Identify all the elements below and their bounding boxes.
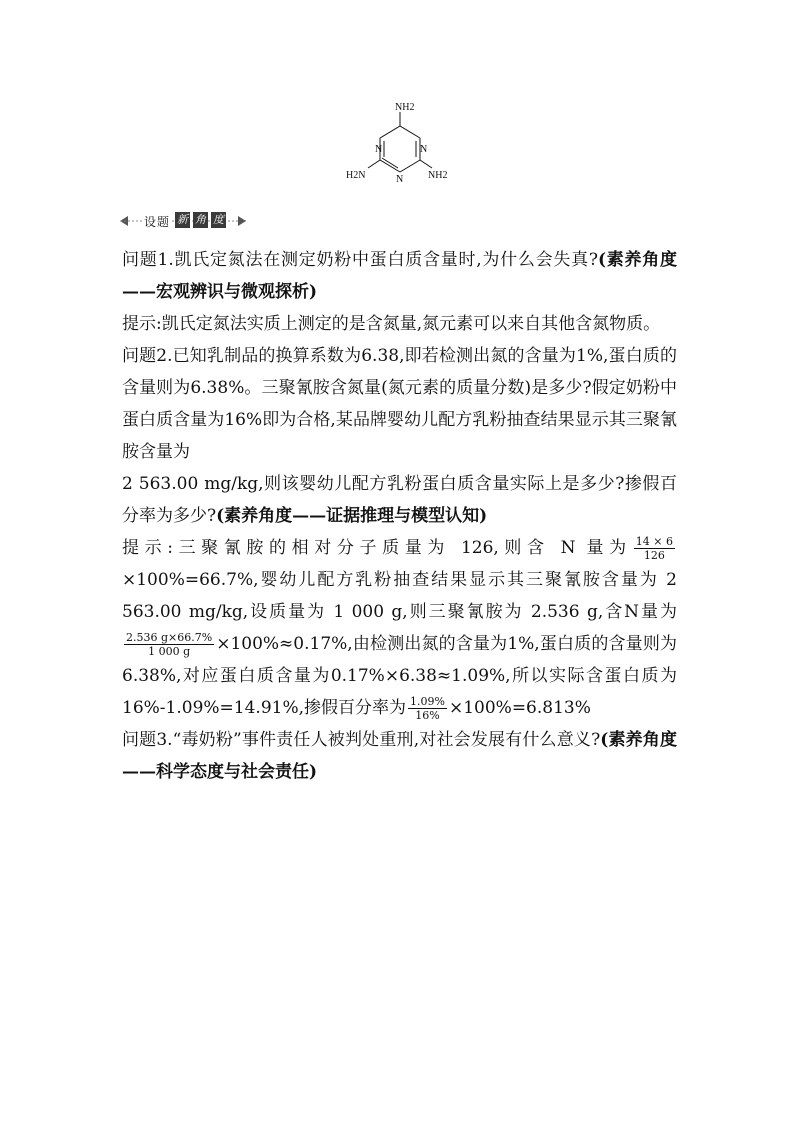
question-2-hint: [122, 532, 677, 724]
hint-2a: 提示:三聚氰胺的相对分子质量为 126,则含 N 量为: [122, 538, 632, 558]
hint-2b: ×100%=66.7%,婴幼儿配方乳粉抽查结果显示其三聚氰胺含量为 2 563.00 mg/kg,设质量为 1 000 g,则三聚氰胺为 2.536 g,含N量为: [122, 570, 677, 622]
fraction-fake-rate: $\frac{1.09\%}{16\%}$: [410, 695, 445, 722]
right-amino-label: NH2: [428, 170, 448, 181]
question-3-text: 问题3.“毒奶粉”事件责任人被判处重刑,对社会发展有什么意义?: [122, 730, 601, 750]
question-2-tag: (素养角度——证据推理与模型认知): [216, 506, 488, 526]
question-content: [122, 244, 677, 788]
question-2-text2: 2 563.00 mg/kg,则该婴幼儿配方乳粉蛋白质含量实际上是多少?掺假百分率为多少?: [122, 474, 677, 526]
banner-tag-3: 度: [213, 213, 224, 226]
question-1-hint: 提示:凯氏定氮法实质上测定的是含氮量,氮元素可以来自其他含氮物质。: [122, 314, 661, 334]
banner-label: 设题: [144, 215, 171, 229]
hint-2d: ×100%=6.813%: [448, 698, 591, 718]
melamine-structure: [340, 100, 460, 192]
question-1-text: 问题1.凯氏定氮法在测定奶粉中蛋白质含量时,为什么会失真?: [122, 250, 598, 270]
ring-n-left: N: [375, 144, 383, 155]
ring-n-bottom: N: [396, 174, 404, 185]
fraction-n-percent: $\frac{2.536 g\times 66.7\%}{1 000 g}$: [126, 631, 213, 658]
left-amino-label: H2N: [346, 170, 366, 181]
banner-tag-1: 新: [177, 213, 188, 226]
banner-tag-2: 角: [195, 213, 206, 226]
question-2-cont: [122, 468, 677, 532]
ring-n-right: N: [420, 144, 428, 155]
question-2: 问题2.已知乳制品的换算系数为6.38,即若检测出氮的含量为1%,蛋白质的含量则为6.38%。三聚氰胺含氮量(氮元素的质量分数)是多少?假定奶粉中蛋白质含量为16%即为合格,某品牌婴幼儿配方乳粉抽查结果显示其三聚氰胺含量为: [122, 346, 677, 462]
question-1: [122, 244, 677, 308]
top-amino-label: NH2: [395, 102, 415, 113]
hint-2c: ×100%≈0.17%,由检测出氮的含量为1%,蛋白质的含量则为6.38%,对应蛋白质含量为0.17%×6.38≈1.09%,所以实际含蛋白质为 16%-1.09%=14.91%,掺假百分率为: [122, 634, 677, 718]
question-1-tag: (素养角度——宏观辨识与微观探析): [122, 250, 677, 302]
question-3-tag: (素养角度——科学态度与社会责任): [122, 730, 677, 782]
fraction-n-content: $\frac{14 \times 6}{126}$: [635, 535, 673, 562]
question-3: [122, 724, 677, 788]
